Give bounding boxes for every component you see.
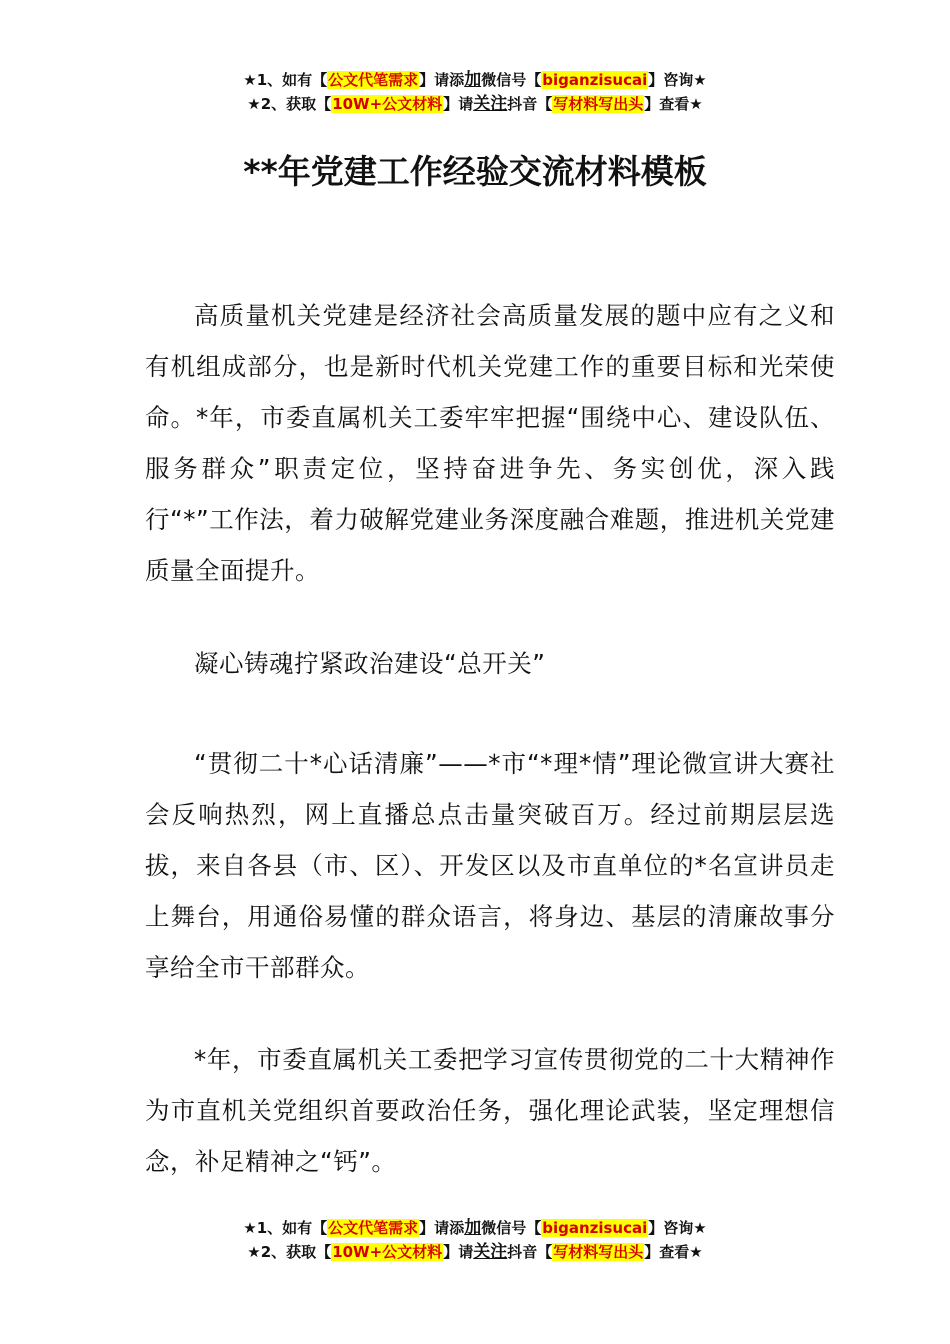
emphasis-text: 关注: [473, 94, 508, 114]
banner-text: ★1、如有【: [243, 1219, 328, 1237]
banner-text: 】咨询★: [648, 1219, 707, 1237]
highlight-douyin: 写材料写出头: [553, 95, 644, 113]
banner-text: 】请添: [419, 71, 465, 89]
header-banner: [0, 68, 950, 116]
paragraph-intro: 高质量机关党建是经济社会高质量发展的题中应有之义和有机组成部分，也是新时代机关党建工作的重要目标和光荣使命。*年，市委直属机关工委牢牢把握“围绕中心、建设队伍、服务群众”职责定位，坚持奋进争先、务实创优，深入践行“*”工作法，着力破解党建业务深度融合难题，推进机关党建质量全面提升。: [145, 301, 835, 585]
banner-text: 】查看★: [644, 95, 703, 113]
paragraph-study: *年，市委直属机关工委把学习宣传贯彻党的二十大精神作为市直机关党组织首要政治任务，强化理论武装，坚定理想信念，补足精神之“钙”。: [145, 1045, 835, 1176]
banner-text: 】请: [443, 1243, 474, 1261]
highlight-materials: 10W+公文材料: [332, 95, 443, 113]
highlight-service: 公文代笔需求: [328, 1219, 419, 1237]
banner-text: 】请添: [419, 1219, 465, 1237]
footer-banner: [0, 1216, 950, 1264]
banner-text: 】查看★: [644, 1243, 703, 1261]
banner-text: ★1、如有【: [243, 71, 328, 89]
highlight-materials: 10W+公文材料: [332, 1243, 443, 1261]
highlight-wechat-id: biganzisucai: [542, 1219, 648, 1237]
banner-line-2: [0, 92, 950, 116]
highlight-douyin: 写材料写出头: [553, 1243, 644, 1261]
banner-line-1: [0, 1216, 950, 1240]
banner-text: 抖音【: [507, 1243, 553, 1261]
banner-text: 】咨询★: [648, 71, 707, 89]
banner-line-2: [0, 1240, 950, 1264]
banner-text: 微信号【: [481, 71, 542, 89]
banner-text: 微信号【: [481, 1219, 542, 1237]
banner-text: ★2、获取【: [247, 95, 332, 113]
highlight-service: 公文代笔需求: [328, 71, 419, 89]
banner-text: 】请: [443, 95, 474, 113]
banner-text: 抖音【: [507, 95, 553, 113]
highlight-wechat-id: biganzisucai: [542, 71, 648, 89]
section-heading: 凝心铸魂拧紧政治建设“总开关”: [194, 649, 546, 678]
banner-line-1: [0, 68, 950, 92]
document-title: **年党建工作经验交流材料模板: [243, 152, 707, 191]
paragraph-contest: “贯彻二十*心话清廉”——*市“*理*情”理论微宣讲大赛社会反响热烈，网上直播总点击量突破百万。经过前期层层选拔，来自各县（市、区）、开发区以及市直单位的*名宣讲员走上舞台，用通俗易懂的群众语言，将身边、基层的清廉故事分享给全市干部群众。: [145, 749, 835, 982]
emphasis-text: 加: [464, 70, 482, 90]
emphasis-text: 关注: [473, 1242, 508, 1262]
banner-text: ★2、获取【: [247, 1243, 332, 1261]
emphasis-text: 加: [464, 1218, 482, 1238]
